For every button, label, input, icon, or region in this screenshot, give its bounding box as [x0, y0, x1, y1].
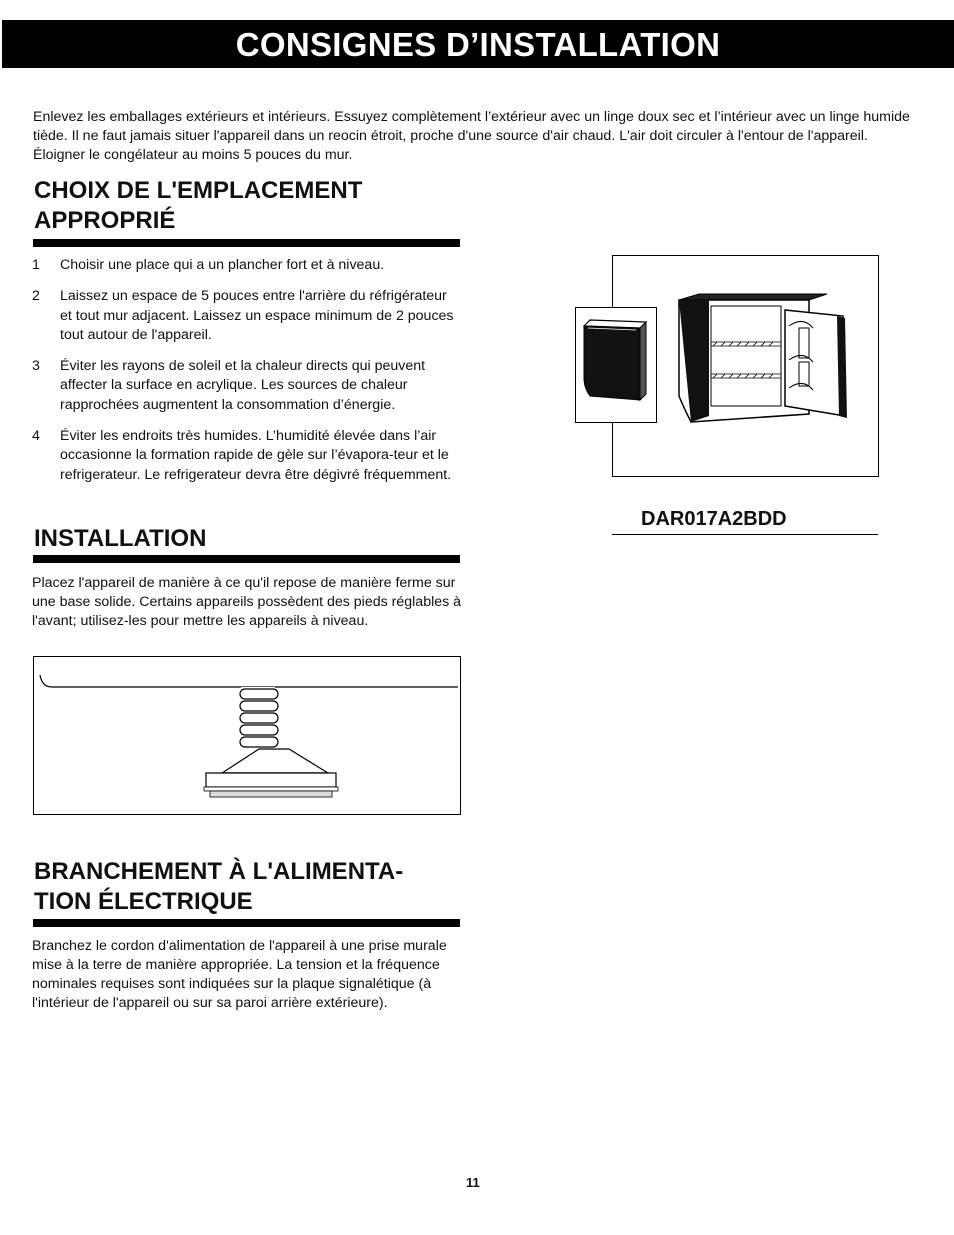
- list-item: [32, 357, 462, 415]
- model-number: DAR017A2BDD: [641, 508, 787, 530]
- list-text: Éviter les rayons de soleil et la chaleur directs qui peuvent affecter la surface en acrylique. Les sources de chaleur rapprochées augmentent la consommation d’énergie.: [60, 358, 426, 413]
- list-item: [32, 427, 462, 485]
- heading-line: TION ÉLECTRIQUE: [34, 888, 253, 915]
- cabinet-front-icon: [576, 308, 656, 422]
- heading-line: CHOIX DE L'EMPLACEMENT: [34, 177, 363, 204]
- leveling-foot-icon: [34, 657, 460, 814]
- model-underline: [612, 534, 878, 535]
- intro-paragraph: Enlevez les emballages extérieurs et intérieurs. Essuyez complètement l’extérieur avec un linge doux sec et l’intérieur avec un linge humide tiède. Il ne faut jamais situer l'appareil dans un reocin étroit, proche d'une source d'air chaud. L'air doit circuler à l'entour de l'appareil. Éloigner le congélateur au moins 5 pouces du mur.: [33, 109, 910, 163]
- list-number: 1: [32, 257, 40, 273]
- section-heading-power: [34, 857, 403, 917]
- section-rule: [33, 239, 460, 247]
- section-rule: [33, 919, 460, 927]
- section-heading-location: [34, 176, 362, 236]
- cabinet-front-illustration: [575, 307, 657, 423]
- installation-paragraph: Placez l'appareil de manière à ce qu'il repose de manière ferme sur une base solide. Certains appareils possèdent des pieds réglables à l'avant; utilisez-les pour mettre les appareils à niveau.: [32, 575, 462, 629]
- list-text: Laissez un espace de 5 pouces entre l'arrière du réfrigérateur et tout mur adjacent. Laissez un espace minimum de 2 pouces tout autour de l'appareil.: [60, 288, 454, 343]
- heading-line: BRANCHEMENT À L'ALIMENTA-: [34, 858, 404, 885]
- location-list: [32, 256, 462, 497]
- list-number: 3: [32, 358, 40, 375]
- power-paragraph: Branchez le cordon d'alimentation de l'appareil à une prise murale mise à la terre de manière appropriée. La tension et la fréquence nominales requises sont indiquées sur la plaque signalétique (à l'intérieur de l'appareil ou sur sa paroi arrière extérieure).: [32, 938, 447, 1011]
- list-item: [32, 287, 462, 345]
- page-title: CONSIGNES D’INSTALLATION: [2, 20, 954, 68]
- leveling-foot-illustration: [33, 656, 461, 815]
- list-number: 4: [32, 428, 40, 445]
- page-number: 11: [466, 1175, 480, 1190]
- section-rule: [33, 555, 460, 563]
- list-text: Éviter les endroits très humides. L’humidité élevée dans l’air occasionne la formation rapide de gèle sur l’évapora-teur et le refrigerateur. Le refrigerateur devra être dégivré fréquemment.: [60, 428, 452, 483]
- list-text: Choisir une place qui a un plancher fort et à niveau.: [60, 257, 385, 273]
- list-number: 2: [32, 288, 40, 305]
- heading-line: APPROPRIÉ: [34, 207, 176, 234]
- section-heading-installation: INSTALLATION: [34, 525, 207, 552]
- list-item: [32, 256, 462, 275]
